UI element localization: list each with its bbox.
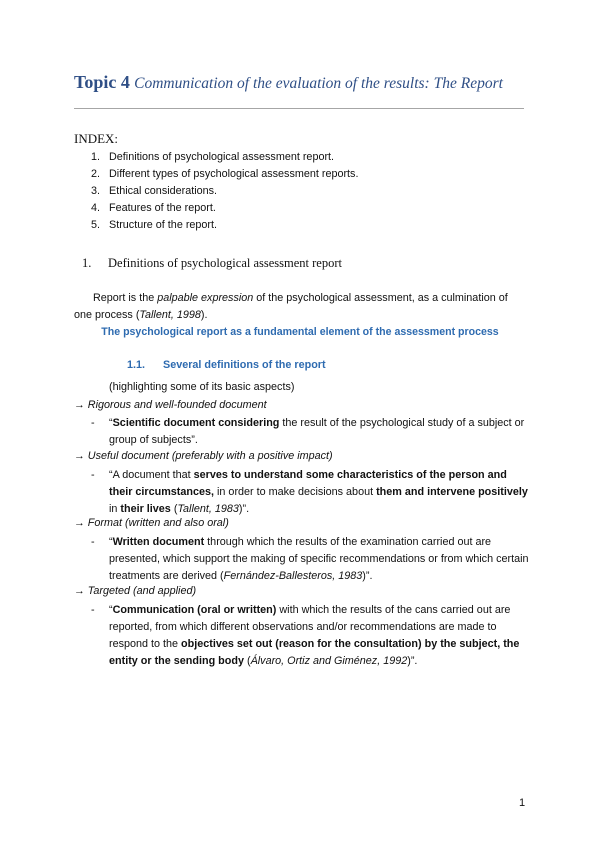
index-item-text: Structure of the report.: [109, 219, 218, 231]
index-item-number: 2.: [91, 168, 101, 180]
quote-part: “A document that: [109, 469, 194, 481]
definition-category: [74, 450, 333, 462]
quote-bold: objectives set out (reason for the consultation) by the subject, the entity or the sending body: [109, 638, 520, 667]
quote-part: in order to make decisions about: [214, 486, 377, 498]
subsection-number: 1.1.: [127, 359, 146, 371]
intro-paragraph: [74, 290, 520, 324]
index-item-text: Definitions of psychological assessment report.: [109, 151, 335, 163]
index-item-number: 1.: [91, 151, 101, 163]
title-topic-number: Topic 4: [74, 72, 130, 92]
page-number: 1: [519, 797, 526, 809]
arrow-icon: →: [74, 450, 85, 462]
definition-quote: [91, 534, 531, 585]
quote-part: )”.: [238, 503, 250, 515]
subsection-heading: [127, 359, 326, 371]
quote-bold: Communication (oral or written): [112, 604, 277, 616]
arrow-icon: →: [74, 399, 85, 411]
quote-bold: their lives: [120, 503, 171, 515]
list-dash: -: [91, 417, 95, 429]
index-label: INDEX:: [74, 131, 119, 146]
quote-part: in: [109, 503, 121, 515]
quote-part: “: [109, 536, 113, 548]
quote-citation: Álvaro, Ortiz and Giménez, 1992: [250, 655, 408, 667]
quote-part: (: [243, 655, 251, 667]
quote-bold: Scientific document considering: [112, 417, 280, 429]
index-list: [91, 149, 358, 234]
definition-quote: [91, 467, 531, 518]
paragraph-text: Report is the: [93, 292, 158, 304]
quote-text: [109, 534, 531, 585]
quote-part: )”.: [362, 570, 373, 582]
index-item-text: Features of the report.: [109, 202, 216, 214]
arrow-icon: →: [74, 517, 85, 529]
quote-part: through which the results of the examination carried out are presented, which support the making of specific recommendations or from which certain treatments are derived (: [109, 536, 529, 582]
quote-text: [109, 467, 531, 518]
paragraph-text: of the psychological assessment, as a culmination of one process (: [74, 292, 508, 321]
index-item-text: Different types of psychological assessment reports.: [109, 168, 359, 180]
category-text: Format (written and also oral): [87, 517, 229, 529]
definition-category: [74, 585, 196, 597]
quote-part: “: [109, 417, 113, 429]
highlight-heading: The psychological report as a fundamental element of the assessment process: [101, 326, 499, 338]
section-number: 1.: [82, 256, 92, 270]
title-topic-name: Communication of the evaluation of the results: The Report: [134, 75, 503, 92]
quote-bold: Written document: [112, 536, 205, 548]
definition-quote: [91, 602, 531, 670]
quote-text: [109, 415, 531, 449]
index-item-number: 3.: [91, 185, 101, 197]
definition-quote: [91, 415, 531, 449]
page-title: [74, 72, 534, 93]
quote-bold: them and intervene positively: [376, 486, 528, 498]
definition-category: [74, 399, 267, 411]
quote-part: )”.: [407, 655, 418, 667]
paragraph-emphasis: palpable expression: [157, 292, 254, 304]
definition-category: [74, 517, 229, 529]
subsection-title: Several definitions of the report: [163, 359, 326, 371]
list-dash: -: [91, 469, 95, 481]
section-heading: [82, 256, 342, 271]
index-item-number: 4.: [91, 202, 101, 214]
quote-part: (: [170, 503, 178, 515]
quote-citation: Tallent, 1983: [177, 503, 239, 515]
title-divider: [74, 108, 524, 109]
index-item: [91, 183, 358, 200]
index-item: [91, 200, 358, 217]
index-item-number: 5.: [91, 219, 101, 231]
paragraph-citation: Tallent, 1998: [139, 309, 201, 321]
quote-part: the result of the psychological study of a subject or group of subjects”.: [109, 417, 525, 446]
category-text: Rigorous and well-founded document: [87, 399, 267, 411]
section-title: Definitions of psychological assessment report: [108, 256, 342, 270]
paragraph-text: ).: [200, 309, 208, 321]
quote-text: [109, 602, 531, 670]
index-item: [91, 166, 358, 183]
index-item: [91, 149, 358, 166]
quote-part: with which the results of the cans carried out are reported, from which different observations and/or recommendations are made to respond to the: [109, 604, 511, 650]
quote-citation: Fernández-Ballesteros, 1983: [223, 570, 363, 582]
list-dash: -: [91, 536, 95, 548]
index-item: [91, 217, 358, 234]
quote-part: “: [109, 604, 113, 616]
category-text: Useful document (preferably with a positive impact): [87, 450, 333, 462]
index-item-text: Ethical considerations.: [109, 185, 218, 197]
arrow-icon: →: [74, 585, 85, 597]
quote-bold: serves to understand some characteristics of the person and their circumstances,: [109, 469, 507, 498]
list-dash: -: [91, 604, 95, 616]
subsection-note: (highlighting some of its basic aspects): [109, 381, 295, 393]
category-text: Targeted (and applied): [87, 585, 197, 597]
